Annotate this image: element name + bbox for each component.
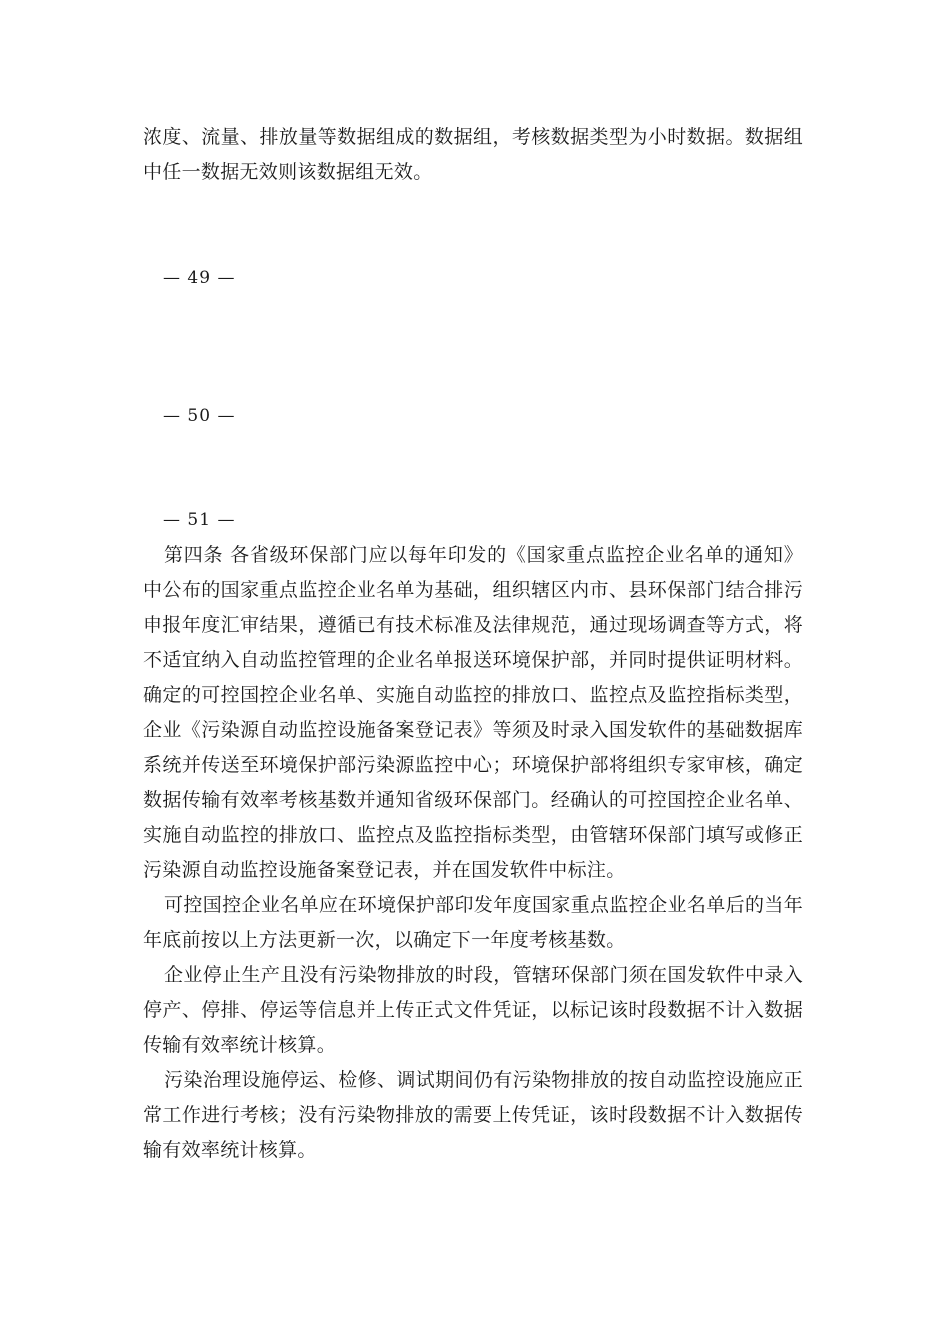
page-number-50: — 50 — xyxy=(163,406,236,426)
page-number-51: — 51 — xyxy=(163,510,236,530)
article-paragraph-2: 可控国控企业名单应在环境保护部印发年度国家重点监控企业名单后的当年年底前按以上方法更新一次，以确定下一年度考核基数。 xyxy=(143,894,803,951)
article-section xyxy=(143,538,803,1168)
page-number-49: — 49 — xyxy=(163,268,236,288)
article-paragraph-1: 第四条 各省级环保部门应以每年印发的《国家重点监控企业名单的通知》中公布的国家重点监控企业名单为基础，组织辖区内市、县环保部门结合排污申报年度汇审结果，遵循已有技术标准及法律规范，通过现场调查等方式，将不适宜纳入自动监控管理的企业名单报送环境保护部，并同时提供证明材料。确定的可控国控企业名单、实施自动监控的排放口、监控点及监控指标类型，企业《污染源自动监控设施备案登记表》等须及时录入国发软件的基础数据库系统并传送至环境保护部污染源监控中心；环境保护部将组织专家审核，确定数据传输有效率考核基数并通知省级环保部门。经确认的可控国控企业名单、实施自动监控的排放口、监控点及监控指标类型，由管辖环保部门填写或修正污染源自动监控设施备案登记表，并在国发软件中标注。 xyxy=(143,544,803,881)
intro-paragraph: 浓度、流量、排放量等数据组成的数据组，考核数据类型为小时数据。数据组中任一数据无效则该数据组无效。 xyxy=(143,126,803,183)
article-paragraph-4: 污染治理设施停运、检修、调试期间仍有污染物排放的按自动监控设施应正常工作进行考核；没有污染物排放的需要上传凭证，该时段数据不计入数据传输有效率统计核算。 xyxy=(143,1069,803,1161)
article-paragraph-3: 企业停止生产且没有污染物排放的时段，管辖环保部门须在国发软件中录入停产、停排、停运等信息并上传正式文件凭证，以标记该时段数据不计入数据传输有效率统计核算。 xyxy=(143,964,803,1056)
